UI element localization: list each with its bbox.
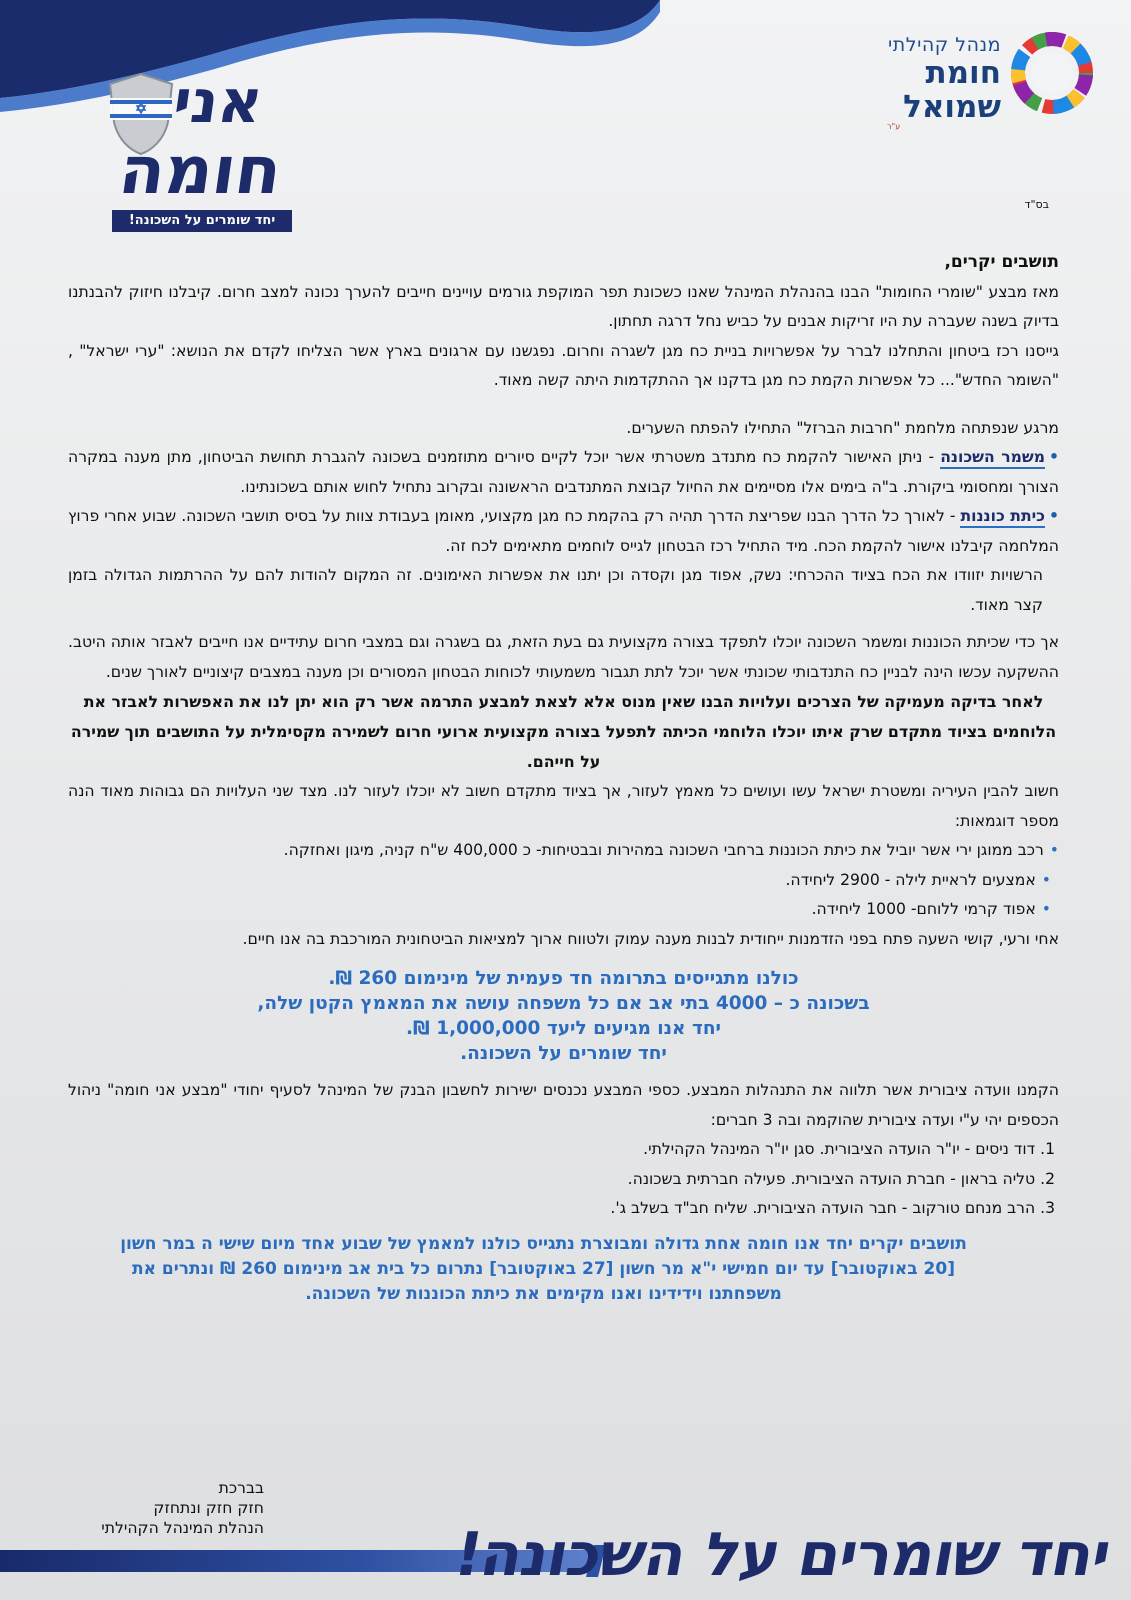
muni-subtitle: מנהל קהילתי [888,34,1001,56]
donation-highlight [68,966,1059,1066]
committee-member: 1. דוד ניסים - יו"ר הועדה הציבורית. סגן יו"ר המינהל הקהילתי. [643,1140,1055,1158]
highlight-line: כולנו מתגייסים בתרומה חד פעמית של מינימום 260 ₪. [328,968,799,989]
committee-member: 2. טליה בראון - חברת הועדה הציבורית. פעילה חברתית בשכונה. [627,1169,1055,1188]
footer-slogan: יחד שומרים על השכונה! [448,1520,1116,1590]
cost-item: •אפוד קרמי ללוחם- 1000 ליחידה. [811,900,1051,918]
paragraph-5: חשוב להבין העיריה ומשטרת ישראל עשו ועושים כל מאמץ לעזור, אך בציוד מתקדם חשוב לא יוכלו לעזור לנו. מצד שני העלויות הם גבוהות מאוד הנה מספר דוגמאות: [68,782,1059,830]
bullet-readiness-squad [68,502,1059,561]
committee-member: 3. הרב מנחם טורקוב - חבר הועדה הציבורית. שליח חב"ד בשלב ג'. [610,1199,1055,1217]
signature-line: בברכת [218,1479,264,1497]
campaign-slogan: יחד שומרים על השכונה! [112,210,292,232]
bullet-dot-icon: • [1049,841,1059,859]
greeting: תושבים יקרים, [944,252,1059,272]
term-readiness-squad: כיתת כוננות [960,507,1045,528]
bullet-dot-icon: • [1041,870,1051,889]
letter-body [68,248,1059,1307]
muni-tag: ע"ר [887,122,901,131]
paragraph-4: אך כדי שכיתת הכוננות ומשמר השכונה יוכלו לתפקד בצורה מקצועית גם בעת הזאת, גם בשגרה וגם במצבי חרום עתידיים אנו חייבים לאבזר אותה היטב. ההשקעה עכשו הינה לבניין כח התנדבותי שכונתי אשר יוכל לתת תגבור משמעותי לכוחות הבטחון המסורים וכן מענה במצבים קיצוניים לאורך שנים. [68,633,1059,681]
signature-line: הנהלת המינהל הקהילתי [101,1519,264,1537]
bullet-dot-icon: • [1049,448,1059,466]
campaign-word-1: אני [168,67,268,137]
paragraph-3: מרגע שנפתחה מלחמת "חרבות הברזל" התחילו להפתח השערים. [626,418,1059,437]
bullet-dot-icon: • [1049,507,1059,525]
highlight-line: בשכונה כ – 4000 בתי אב אם כל משפחה עושה את המאמץ הקטן שלה, [257,993,870,1014]
bullet-1-text: - ניתן האישור להקמת כח מתנדב משטרתי אשר יוכל לקיים סיורים מתוזמנים בשכונה להגברת תחושת הביטחון, מתן מענה במקרה הצורך ומחסומי ביקורת. ב"ה בימים אלו מסיימים את החיול קבוצת המתנדבים הראשונה ובקרוב נתחיל לחוש אותם בשכונתינו. [68,448,1059,496]
cost-item: •אמצעים לראיית לילה - 2900 ליחידה. [785,870,1051,889]
highlight-line: יחד שומרים על השכונה. [460,1043,667,1064]
closing-appeal [68,1232,1019,1307]
bullet-2-text: - לאורך כל הדרך הבנו שפריצת הדרך תהיה רק בהקמת כח מגן מקצועי, מאומן בעבודת צוות על בסיס תושבי השכונה. שבוע אחרי פרוץ המלחמה קיבלנו אישור להקמת הכח. מיד התחיל רכז הבטחון לגייס לוחמים מתאימים לכח זה. [68,507,1059,555]
colorful-ring-icon [1007,28,1097,118]
paragraph-1: מאז מבצע "שומרי החומות" הבנו בהנהלת המינהל שאנו כשכונת תפר המוקפת גורמים עויינים חייבים להערך נכונה למצב חרום. קיבלנו חיזוק להבנתנו בדיוק בשנה שעברה עת היו זריקות אבנים על כביש נחל דרגה תחתון. [68,282,1059,330]
highlight-line: יחד אנו מגיעים ליעד 1,000,000 ₪. [406,1018,721,1039]
bullet-2-extra: הרשויות יזוודו את הכח בציוד ההכרחי: נשק, אפוד מגן וקסדה וכן יתנו את אפשרות האימונים. זה המקום להודות להם על ההרתמות הגדולה בזמן קצר מאוד. [68,566,1043,614]
campaign-word-2: חומה [114,132,287,209]
bullet-dot-icon: • [1041,900,1051,918]
community-administration-logo [887,28,1097,131]
cost-item: •רכב ממוגן ירי אשר יוביל את כיתת הכוננות ברחבי השכונה במהירות ובבטיחות- כ 400,000 ש"ח קניה, מיגון ואחזקה. [283,841,1059,859]
closing-line: תושבים יקרים יחד אנו חומה אחת גדולה ומבוצרת נתגייס כולנו למאמץ של שבוע אחד מיום שישי ה במר חשון [120,1233,967,1254]
bullet-neighborhood-watch [68,443,1059,502]
bold-paragraph: לאחר בדיקה מעמיקה של הצרכים ועלויות הבנו שאין מנוס אלא לצאת למבצע התרמה אשר רק הוא יתן לנו את האפשרות לאבזר את הלוחמים בציוד מתקדם שרק איתו יוכלו הלוחמי הכיתה לתפעל בצורה מקצועית ארועי חרום לשמירה מקסימלית על התושבים תוך שמירה על חייהם. [70,692,1057,771]
paragraph-2: גייסנו רכז ביטחון והתחלנו לברר על אפשרויות בניית כח מגן לשגרה וחרום. נפגשנו עם ארגונים בארץ אשר הצליחו לקדם את הנושא: "ערי ישראל" , "השומר החדש"... כל אפשרות הקמת כח מגן בדקנו אך ההתקדמות היתה קשה מאוד. [68,341,1059,389]
paragraph-7: הקמנו וועדה ציבורית אשר תלווה את התנהלות המבצע. כספי המבצע נכנסים ישירות לחשבון הבנק של המינהל לסעיף יחודי "מבצע אני חומה" ניהול הכספים יהי ע"י ועדה ציבורית שהוקמה ובה 3 חברים: [68,1081,1059,1129]
signature-block [54,1478,264,1538]
committee-list [68,1135,1059,1224]
term-neighborhood-watch: משמר השכונה [940,448,1045,469]
campaign-logo [98,68,298,236]
bsd-mark: בס"ד [1024,198,1049,211]
closing-line: משפחתנו וידידינו ואנו מקימים את כיתת הכוננות של השכונה. [305,1283,782,1304]
signature-line: חזק חזק ונתחזק [153,1499,264,1517]
paragraph-6: אחי ורעי, קושי השעה פתח בפני הזדמנות ייחודית לבנות מענה עמוק ולטווח ארוך למציאות הביטחונית המורכבת בה אנו חיים. [242,929,1059,948]
closing-line: [20 באוקטובר] עד יום חמישי י"א מר חשון [27 באוקטובר] נתרום כל בית אב מינימום 260 ₪ ונתרים את [132,1258,955,1279]
muni-name: חומת שמואל [903,55,1001,125]
